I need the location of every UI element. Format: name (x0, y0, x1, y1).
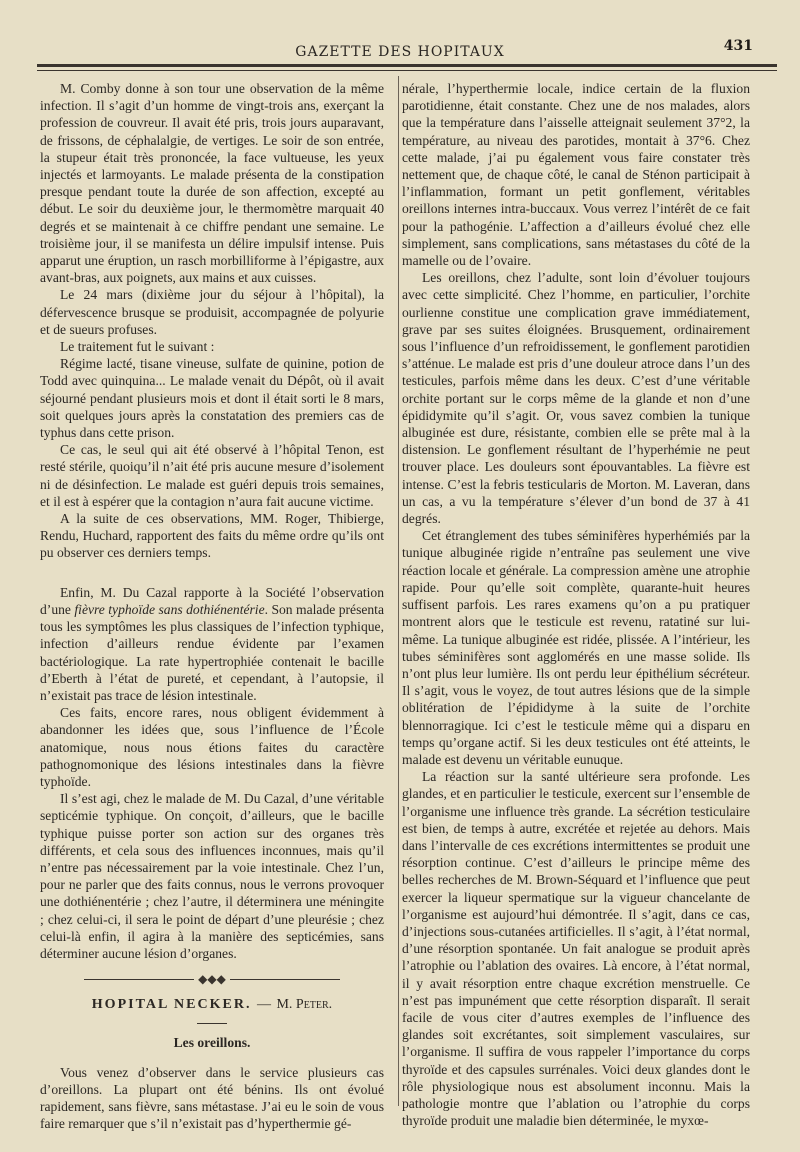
header-rule-thick (37, 64, 777, 67)
paragraph-du-cazal (40, 584, 384, 704)
section-subtitle: Les oreillons. (173, 1035, 251, 1051)
paragraph: Les oreillons, chez l’adulte, sont loin d’évoluer toujours avec cette simplicité. Chez l’homme, en particulier, l’orchite ourlienne constitue une complication grave immédiatement, grave par ses suites éloignées. Brusquement, ordinairement sous l’influence d’un refroidissement, le gonflement parotidien s’atténue. Le malade est pris d’une douleur atroce dans l’un des testicules, parfois même dans les deux. C’est d’une véritable orchite portant sur le corps même de la glande et non d’une épididymite qu’il s’agit. Or, vous savez combien la tunique albuginée est dure, résistante, combien elle se prête mal à la distension. Le gonflement résultant de l’hyperhémie ne peut trouver place. Les douleurs sont épouvantables. La fièvre est intense. C’est la febris testicularis de Morton. M. Laveran, dans un cas, a vu la température s’élever d’un bond de 37 à 41 degrés. (402, 270, 750, 527)
paragraph: M. Comby donne à son tour une observation de la même infection. Il s’agit d’un homme de vingt-trois ans, exerçant la profession de couvreur. Il avait été pris, trois jours auparavant, de frissons, de céphalalgie, de vertiges. Le soir de son entrée, la stupeur était très prononcée, la face vultueuse, les yeux injectés et larmoyants. Le malade présenta de la constipation presque pendant toute la durée de son affection, excepté au début. Le soir du deuxième jour, le thermomètre marquait 40 degrés et se maintenait à ce chiffre pendant une semaine. Le troisième jour, il se manifesta un délire impulsif intense. Puis apparut une éruption, un rasch morbilliforme à l’épigastre, aux avant-bras, aux poignets, aux mains et aux cuisses. (40, 81, 384, 286)
italic-title: fièvre typhoïde sans dothiénentérie (74, 601, 265, 617)
heading-separator: — (256, 997, 271, 1013)
page-header (0, 0, 800, 72)
section-heading (40, 996, 384, 1013)
page-number: 431 (723, 38, 753, 54)
ornament-line (84, 979, 194, 980)
right-column (402, 80, 750, 1129)
spacer (40, 562, 384, 584)
column-divider (398, 76, 399, 1106)
paragraph: Cet étranglement des tubes séminifères hyperhémiés par la tunique albuginée rigide n’entraîne pas seulement une vive réaction locale et générale. La compression amène une atrophie rapide. Pour qu’elle soit complète, quarante-huit heures suffisent parfois. Les rares examens qu’on a pu pratiquer montrent alors que le testicule est revenu, ratatiné sur lui-même. La tunique albuginée est ridée, plissée. A l’intérieur, les tubes séminifères sont agglomérés en une masse solide. Ils n’ont plus leur lumière. Ils ont perdu leur épithélium sécréteur. Il s’agit, vous le voyez, de tout autres lésions que de la simple oblitération de l’épididyme à la suite de l’orchite blennorragique. Ici c’est le testicule même qui a disparu en temps qu’organe actif. Si les deux testicules ont été atteints, le malade est devenu un véritable eunuque. (402, 528, 750, 767)
hospital-name: HOPITAL NECKER. (91, 997, 252, 1013)
paragraph: La réaction sur la santé ultérieure sera profonde. Les glandes, et en particulier le testicule, exercent sur l’ensemble de l’organisme une influence très grande. La sécrétion testiculaire est bien, de temps à autre, excrétée et rejetée au dehors. Mais dans l’intervalle de ces excrétions intermittentes se produit une résorption continue. C’est d’ailleurs le principe même des belles recherches de M. Brown-Séquard et l’influence que peut exercer la liqueur spermatique sur la vigueur chancelante de l’organisme est aujourd’hui démontrée. Il s’agit, dans ce cas, d’injections sous-cutanées artificielles. Il s’agit, à l’état normal, d’une résorption spontanée. Un fait analogue se produit après l’atrophie ou l’ablation des ovaires. Là encore, à l’état normal, il y avait résorption entre chaque excrétion menstruelle. Ce n’est pas impunément que cette résorption disparaît. Il serait facile de vous citer d’autres exemples de l’influence des glandes soit excrétantes, soit simplement vasculaires, sur l’organisme. Il suffira de vous rappeler l’importance du corps thyroïde et des capsules surrénales. Voici deux glandes dont le rôle physiologique nous est absolument inconnu. Mais la pathologie montre que l’ablation ou l’atrophie du corps thyroïde produit une maladie bien déterminée, le myxœ- (402, 769, 750, 1129)
header-rule-thin (37, 70, 777, 71)
journal-title: GAZETTE DES HOPITAUX (295, 44, 505, 60)
text-run: . Son malade présenta tous les symptômes les plus classiques de l’infection typhique, infection d’ailleurs rendue évidente par l’examen bactériologique. La rate hypertrophiée contenait le bacille d’Eberth à l’état de pureté, et cependant, à l’autopsie, il n’existait pas trace de lésion intestinale. (40, 601, 384, 703)
paragraph: Ce cas, le seul qui ait été observé à l’hôpital Tenon, est resté stérile, quoiqu’il n’ait été pris aucune mesure d’isolement ni de désinfection. Le malade est guéri depuis trois semaines, et il est à espérer que la contagion n’aura fait aucune victime. (40, 442, 384, 509)
paragraph: Le 24 mars (dixième jour du séjour à l’hôpital), la défervescence brusque se produisit, accompagnée de polyurie et de sueurs profuses. (40, 287, 384, 337)
paragraph: Vous venez d’observer dans le service plusieurs cas d’oreillons. La plupart ont été bénins. Ils ont évolué rapidement, sans fièvre, sans métastase. J’ai eu le soin de vous faire remarquer que s’il n’existait pas d’hyperthermie gé- (40, 1064, 384, 1132)
short-rule (197, 1023, 227, 1024)
section-ornament (40, 972, 384, 986)
ornament-icon: ◆◆◆ (198, 971, 226, 986)
lecturer-name: M. Peter. (276, 997, 333, 1013)
left-column (40, 80, 384, 1132)
text-run: Enfin, M. Du Cazal rapporte à la Société l’observation d’une (40, 584, 384, 617)
paragraph: A la suite de ces observations, MM. Roger, Thibierge, Rendu, Huchard, rapportent des faits du même ordre qu’ils ont pu observer ces derniers temps. (40, 511, 384, 561)
ornament-line (230, 979, 340, 980)
paragraph: Il s’est agi, chez le malade de M. Du Cazal, d’une véritable septicémie typhique. On conçoit, d’ailleurs, que le bacille typhique puisse porter son action sur des organes très différents, et cela sous des influences inconnues, mais qu’il n’entre pas nécessairement par la voie intestinale. Chez l’un, pour ne parler que des faits connus, nous le verrons provoquer une dothiénentérie ; chez l’autre, il déterminera une méningite ; chez celui-ci, il sera le point de départ d’une pleurésie ; chez celui-là enfin, il agira à la manière des septicémies, sans déterminer aucune lésion d’organes. (40, 791, 384, 961)
paragraph: Le traitement fut le suivant : (60, 339, 215, 355)
paragraph: nérale, l’hyperthermie locale, indice certain de la fluxion parotidienne, était constante. Chez une de nos malades, alors que la température dans l’aisselle atteignait seulement 37°2, la température, au niveau des parotides, montait à 37°6. Chez cette malade, j’ai pu également vous faire constater très nettement que, de chaque côté, le canal de Sténon participait à l’inflammation, formant un petit gonflement, véritables oreillons internes intra-buccaux. Vous verrez l’intérêt de ce fait pour la pathogénie. L’affection a d’ailleurs évolué chez elle simplement, sans complications, sans métastases du côté de la mamelle ou de l’ovaire. (402, 81, 750, 269)
paragraph: Ces faits, encore rares, nous obligent évidemment à abandonner les idées que, sous l’influence de l’École anatomique, nous nous étions faites du caractère pathognomonique des lésions intestinales dans la fièvre typhoïde. (40, 705, 384, 789)
paragraph: Régime lacté, tisane vineuse, sulfate de quinine, potion de Todd avec quinquina... Le malade venait du Dépôt, où il avait séjourné pendant plusieurs mois et dont il était sorti le 8 mars, soit quelques jours après la constatation des premiers cas de typhus dans cette prison. (40, 356, 384, 441)
